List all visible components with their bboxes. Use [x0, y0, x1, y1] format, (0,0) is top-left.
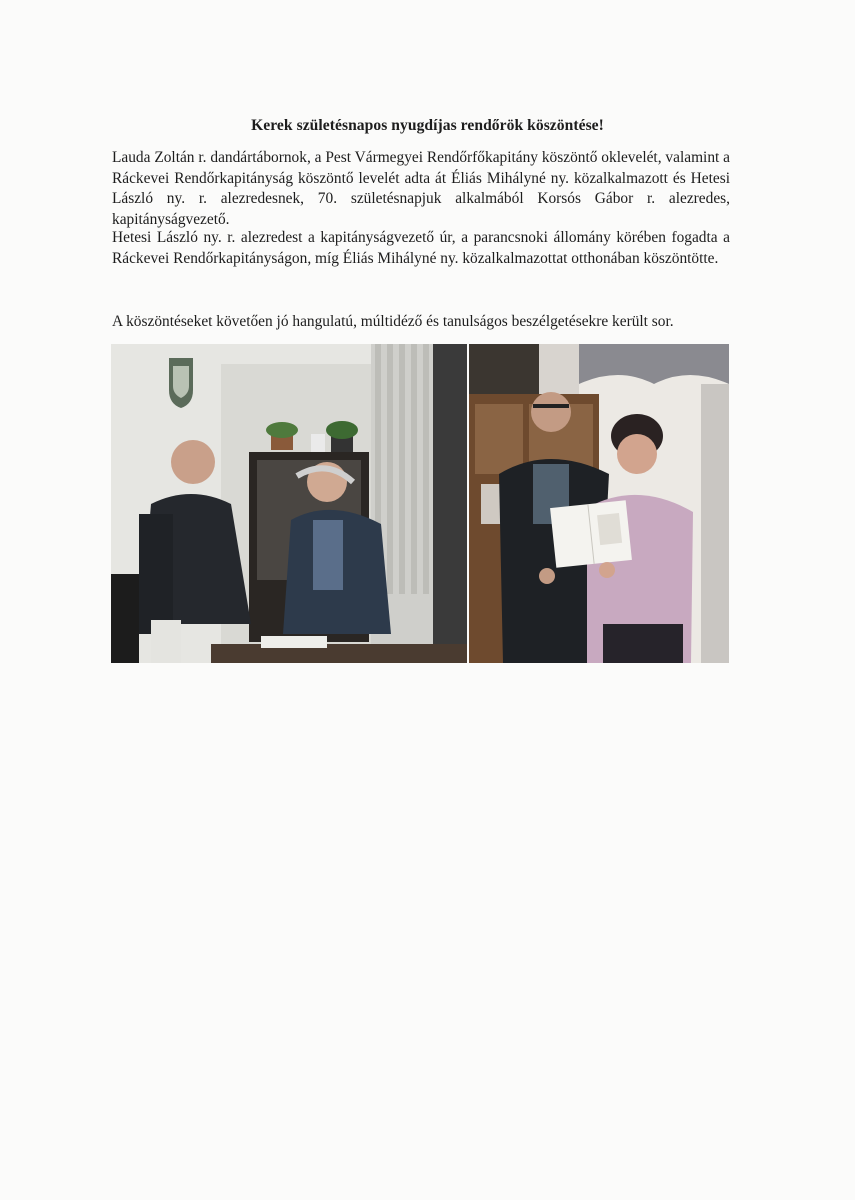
photo-home-greeting: [469, 344, 729, 663]
document-title: Kerek születésnapos nyugdíjas rendőrök köszöntése!: [251, 117, 604, 134]
photo-office-greeting: [111, 344, 467, 663]
paragraph-reception: Hetesi László ny. r. alezredest a kapitányságvezető úr, a parancsnoki állomány körében fogadta a Ráckevei Rendőrkapitányságon, míg Éliás Mihályné ny. közalkalmazottat otthonában köszöntötte.: [112, 229, 730, 267]
office-greeting-image: [111, 344, 467, 663]
home-greeting-image: [469, 344, 729, 663]
paragraph-conversation: A köszöntéseket követően jó hangulatú, múltidéző és tanulságos beszélgetésekre került sor.: [112, 313, 674, 330]
photo-row: [111, 344, 729, 663]
paragraph-award: Lauda Zoltán r. dandártábornok, a Pest Vármegyei Rendőrfőkapitány köszöntő oklevelét, valamint a Ráckevei Rendőrkapitányság köszöntő levelét adta át Éliás Mihályné ny. közalkalmazott és Hetesi László ny. r. alezredesnek, 70. születésnapjuk alkalmából Korsós Gábor r. alezredes, kapitányságvezető.: [112, 149, 730, 228]
